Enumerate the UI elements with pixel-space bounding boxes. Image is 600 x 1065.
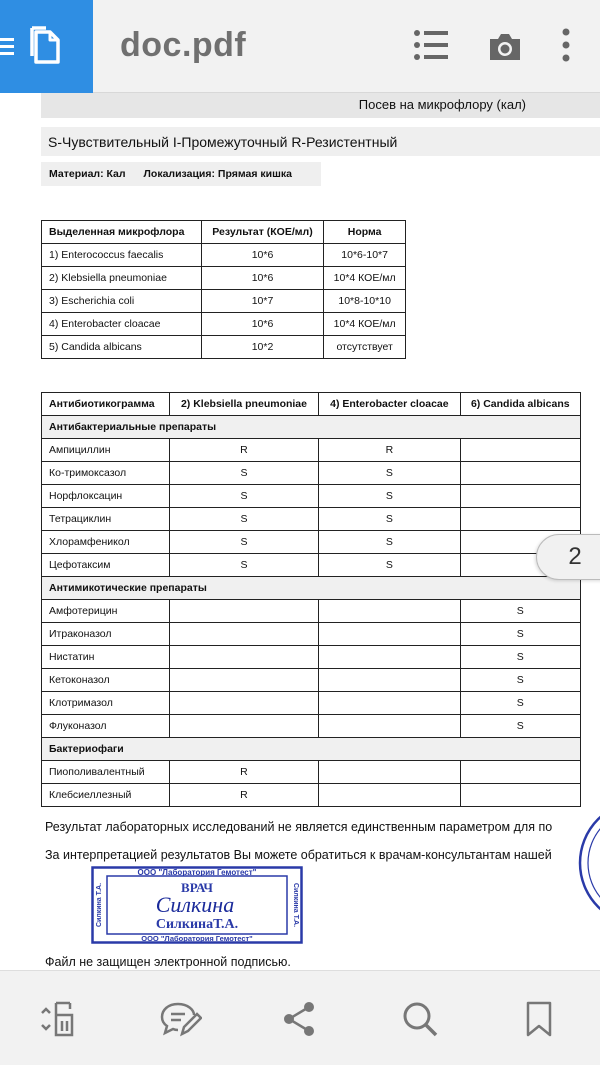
signature-note: Файл не защищен электронной подписью. bbox=[45, 955, 291, 969]
table-cell: Цефотаксим bbox=[42, 554, 170, 577]
table-cell bbox=[319, 600, 460, 623]
table-cell: Тетрациклин bbox=[42, 508, 170, 531]
round-seal bbox=[572, 801, 600, 925]
column-header: 2) Klebsiella pneumoniae bbox=[169, 393, 318, 416]
table-cell: S bbox=[460, 646, 580, 669]
table-row bbox=[42, 439, 581, 462]
stamp-top-text: ООО "Лаборатория Гемотест" bbox=[137, 868, 257, 877]
table-cell: Клотримазол bbox=[42, 692, 170, 715]
table-cell: 5) Candida albicans bbox=[42, 336, 202, 359]
bottom-toolbar bbox=[0, 970, 600, 1065]
document-page[interactable] bbox=[0, 93, 600, 970]
table-cell: 4) Enterobacter cloacae bbox=[42, 313, 202, 336]
column-header: Антибиотикограмма bbox=[42, 393, 170, 416]
table-cell: отсутствует bbox=[324, 336, 406, 359]
table-cell: S bbox=[169, 462, 318, 485]
table-cell: S bbox=[460, 623, 580, 646]
table-row bbox=[42, 336, 406, 359]
material-info bbox=[41, 162, 321, 186]
table-row bbox=[42, 646, 581, 669]
table-cell: Нистатин bbox=[42, 646, 170, 669]
top-app-bar bbox=[0, 0, 600, 93]
table-cell: R bbox=[319, 439, 460, 462]
table-cell bbox=[169, 600, 318, 623]
table-cell: 10*4 КОЕ/мл bbox=[324, 267, 406, 290]
table-cell: S bbox=[319, 462, 460, 485]
table-row bbox=[42, 290, 406, 313]
camera-icon[interactable] bbox=[488, 33, 522, 61]
table-cell: 10*7 bbox=[201, 290, 324, 313]
stamp-role: ВРАЧ bbox=[181, 880, 213, 895]
analysis-title: Посев на микрофлору (кал) bbox=[358, 97, 526, 112]
stamp-bottom-text: ООО "Лаборатория Гемотест" bbox=[141, 934, 253, 943]
drawer-toggle-button[interactable] bbox=[0, 0, 93, 93]
column-header: Результат (КОЕ/мл) bbox=[201, 221, 324, 244]
table-cell: 10*2 bbox=[201, 336, 324, 359]
table-cell: S bbox=[319, 508, 460, 531]
table-cell bbox=[319, 623, 460, 646]
comment-icon[interactable] bbox=[160, 1001, 202, 1037]
table-cell: R bbox=[169, 439, 318, 462]
table-row bbox=[42, 600, 581, 623]
table-cell bbox=[460, 439, 580, 462]
table-row bbox=[42, 554, 581, 577]
table-cell: 10*6-10*7 bbox=[324, 244, 406, 267]
stamp-side-text-left: Силкина Т.А. bbox=[96, 882, 103, 928]
table-row bbox=[42, 669, 581, 692]
section-row bbox=[42, 416, 581, 439]
table-row bbox=[42, 462, 581, 485]
table-row bbox=[42, 267, 406, 290]
table-row bbox=[42, 313, 406, 336]
table-cell: 3) Escherichia coli bbox=[42, 290, 202, 313]
table-row bbox=[42, 531, 581, 554]
table-cell: 1) Enterococcus faecalis bbox=[42, 244, 202, 267]
table-cell: Амфотерицин bbox=[42, 600, 170, 623]
table-cell: 2) Klebsiella pneumoniae bbox=[42, 267, 202, 290]
column-header: 6) Candida albicans bbox=[460, 393, 580, 416]
table-cell: R bbox=[169, 784, 318, 807]
table-row bbox=[42, 508, 581, 531]
table-cell: S bbox=[460, 600, 580, 623]
table-row bbox=[42, 623, 581, 646]
table-cell: S bbox=[169, 485, 318, 508]
table-cell: 10*8-10*10 bbox=[324, 290, 406, 313]
disclaimer-note: Результат лабораторных исследований не является единственным параметром для по bbox=[45, 820, 553, 834]
table-cell bbox=[169, 623, 318, 646]
table-row bbox=[42, 692, 581, 715]
table-cell: Флуконазол bbox=[42, 715, 170, 738]
share-icon[interactable] bbox=[282, 1001, 316, 1037]
material-label: Материал: Кал bbox=[49, 168, 126, 180]
table-cell: 10*6 bbox=[201, 267, 324, 290]
column-header: 4) Enterobacter cloacae bbox=[319, 393, 460, 416]
table-cell: 10*6 bbox=[201, 313, 324, 336]
table-cell bbox=[460, 761, 580, 784]
page-number-badge[interactable]: 2 bbox=[536, 534, 600, 580]
stamp-side-text-right: Силкина Т.А. bbox=[292, 882, 299, 928]
table-cell: Ко-тримоксазол bbox=[42, 462, 170, 485]
table-cell bbox=[169, 715, 318, 738]
list-icon[interactable] bbox=[413, 28, 449, 62]
column-header: Выделенная микрофлора bbox=[42, 221, 202, 244]
sensitivity-legend bbox=[41, 127, 600, 156]
reflow-icon[interactable] bbox=[40, 1001, 78, 1037]
table-cell bbox=[319, 761, 460, 784]
table-cell bbox=[169, 692, 318, 715]
column-header: Норма bbox=[324, 221, 406, 244]
table-row bbox=[42, 244, 406, 267]
document-icon bbox=[30, 24, 64, 66]
table-cell bbox=[319, 646, 460, 669]
stamp-doctor-name: СилкинаТ.А. bbox=[155, 917, 239, 932]
antibiogram-table bbox=[41, 392, 581, 807]
table-cell bbox=[460, 462, 580, 485]
microflora-table bbox=[41, 220, 406, 359]
location-label: Локализация: Прямая кишка bbox=[143, 168, 292, 180]
table-cell: S bbox=[169, 508, 318, 531]
table-cell: S bbox=[319, 554, 460, 577]
section-title: Бактериофаги bbox=[42, 738, 581, 761]
bookmark-icon[interactable] bbox=[526, 1001, 552, 1037]
table-cell: S bbox=[460, 669, 580, 692]
table-cell: Итраконазол bbox=[42, 623, 170, 646]
table-cell: 10*6 bbox=[201, 244, 324, 267]
table-cell bbox=[169, 646, 318, 669]
search-icon[interactable] bbox=[402, 1001, 438, 1037]
table-cell: Норфлоксацин bbox=[42, 485, 170, 508]
table-cell bbox=[319, 669, 460, 692]
table-cell bbox=[460, 485, 580, 508]
table-cell bbox=[169, 669, 318, 692]
table-cell bbox=[460, 784, 580, 807]
table-cell: Кетоконазол bbox=[42, 669, 170, 692]
table-cell: Хлорамфеникол bbox=[42, 531, 170, 554]
table-cell: Пиополивалентный bbox=[42, 761, 170, 784]
section-title: Антимикотические препараты bbox=[42, 577, 581, 600]
doctor-stamp bbox=[91, 866, 303, 944]
document-title: doc.pdf bbox=[120, 26, 247, 64]
consultation-note: За интерпретацией результатов Вы можете обратиться к врачам-консультантам нашей bbox=[45, 848, 552, 862]
table-cell: S bbox=[460, 715, 580, 738]
section-row bbox=[42, 738, 581, 761]
table-cell: S bbox=[460, 692, 580, 715]
table-row bbox=[42, 715, 581, 738]
menu-icon bbox=[0, 38, 14, 56]
table-cell bbox=[319, 715, 460, 738]
page-header-strip bbox=[41, 93, 600, 118]
section-row bbox=[42, 577, 581, 600]
table-cell: S bbox=[169, 554, 318, 577]
handwritten-signature: Силкина bbox=[155, 892, 235, 917]
table-row bbox=[42, 784, 581, 807]
table-cell: S bbox=[169, 531, 318, 554]
table-cell: Ампициллин bbox=[42, 439, 170, 462]
table-cell: S bbox=[319, 485, 460, 508]
legend-text: S-Чувствительный I-Промежуточный R-Резистентный bbox=[48, 134, 398, 150]
table-cell bbox=[319, 784, 460, 807]
more-options-icon[interactable] bbox=[561, 28, 571, 62]
table-cell: S bbox=[319, 531, 460, 554]
section-title: Антибактериальные препараты bbox=[42, 416, 581, 439]
table-row bbox=[42, 485, 581, 508]
table-cell: R bbox=[169, 761, 318, 784]
table-cell bbox=[460, 508, 580, 531]
table-cell bbox=[319, 692, 460, 715]
table-row bbox=[42, 761, 581, 784]
table-cell: 10*4 КОЕ/мл bbox=[324, 313, 406, 336]
table-cell: Клебсиеллезный bbox=[42, 784, 170, 807]
